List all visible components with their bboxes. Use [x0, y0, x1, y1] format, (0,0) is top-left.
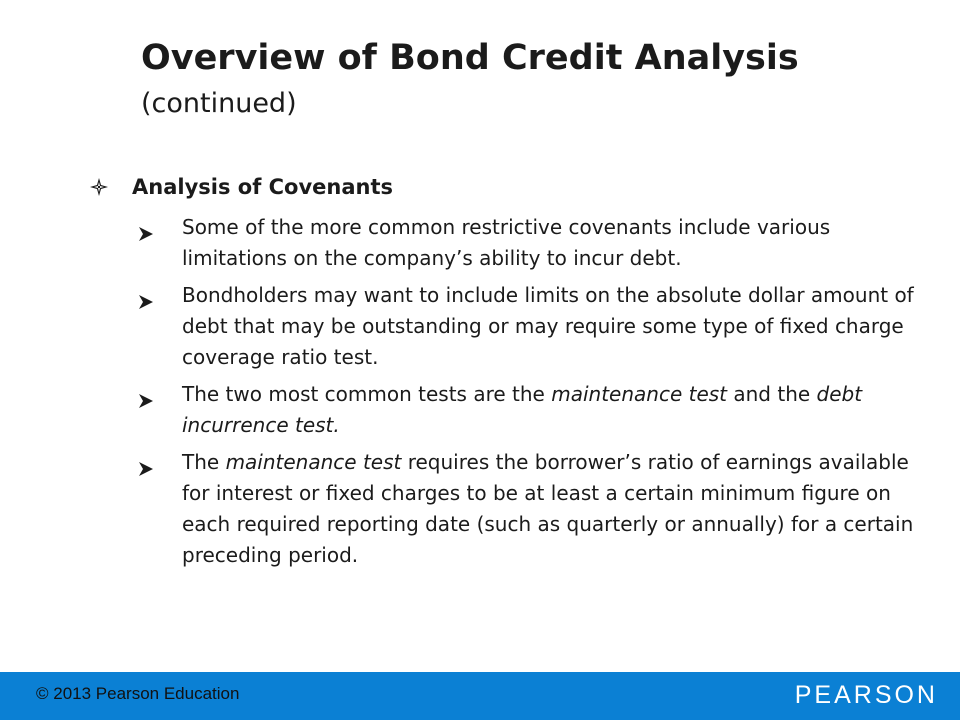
list-item — [90, 212, 920, 274]
bullet-list — [90, 212, 920, 577]
bullet-text: Bondholders may want to include limits on the absolute dollar amount of debt that may be outstanding or may require some type of fixed charge coverage ratio test. — [182, 283, 914, 369]
section-heading-row — [90, 172, 910, 202]
list-item — [90, 280, 920, 373]
slide-title: Overview of Bond Credit Analysis — [141, 38, 799, 78]
bullet-text: Some of the more common restrictive covenants include various limitations on the company’s ability to incur debt. — [182, 215, 831, 270]
arrowhead-bullet-icon — [138, 455, 154, 471]
list-item — [90, 447, 920, 571]
arrowhead-bullet-icon — [138, 288, 154, 304]
section-heading: Analysis of Covenants — [132, 175, 394, 199]
term-maintenance-test: maintenance test — [551, 382, 728, 406]
bullet-text: and the — [727, 382, 817, 406]
term-maintenance-test: maintenance test — [225, 450, 402, 474]
bullet-text: The — [182, 450, 226, 474]
bullet-text: The two most common tests are the — [182, 382, 552, 406]
list-item — [90, 379, 920, 441]
arrowhead-bullet-icon — [138, 220, 154, 236]
copyright-notice: © 2013 Pearson Education — [36, 684, 240, 703]
diamond-bullet-icon — [90, 178, 108, 196]
covenants-section — [90, 172, 914, 567]
term-debt-incurrence-test: debt incurrence test. — [182, 382, 863, 437]
bullet-text: requires the borrower’s ratio of earnings available for interest or fixed charges to be at least a certain minimum figure on each required reporting date (such as quarterly or annually) for a certain preceding period. — [182, 450, 914, 567]
footer-bar — [0, 672, 960, 720]
pearson-logo: PEARSON — [794, 681, 938, 709]
arrowhead-bullet-icon — [138, 387, 154, 403]
slide-subtitle: (continued) — [141, 88, 297, 119]
